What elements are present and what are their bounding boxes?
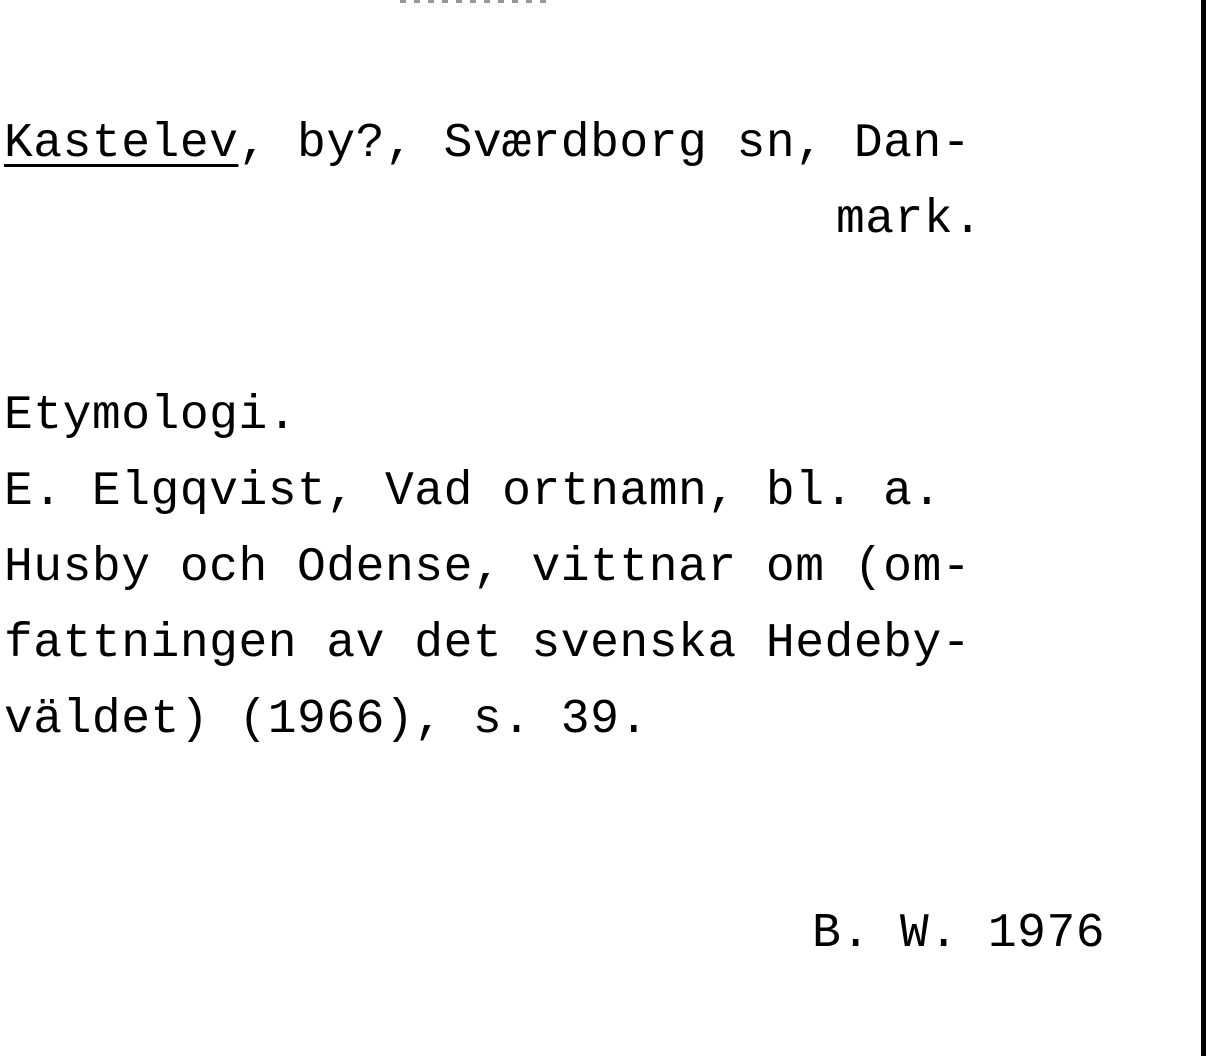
card-header [4, 117, 972, 171]
reference-line: fattningen av det svenska Hedeby- [4, 617, 972, 671]
signature: B. W. 1976 [812, 907, 1106, 961]
header-continuation: mark. [836, 193, 983, 247]
section-label: Etymologi. [4, 389, 298, 443]
scan-artifact [400, 0, 550, 3]
reference-line: väldet) (1966), s. 39. [4, 693, 649, 747]
card-edge-border [1201, 0, 1206, 1056]
reference-line: E. Elgqvist, Vad ortnamn, bl. a. [4, 465, 942, 519]
reference-line: Husby och Odense, vittnar om (om- [4, 541, 972, 595]
headword: Kastelev [4, 117, 239, 171]
header-description: , by?, Sværdborg sn, Dan- [238, 117, 972, 171]
